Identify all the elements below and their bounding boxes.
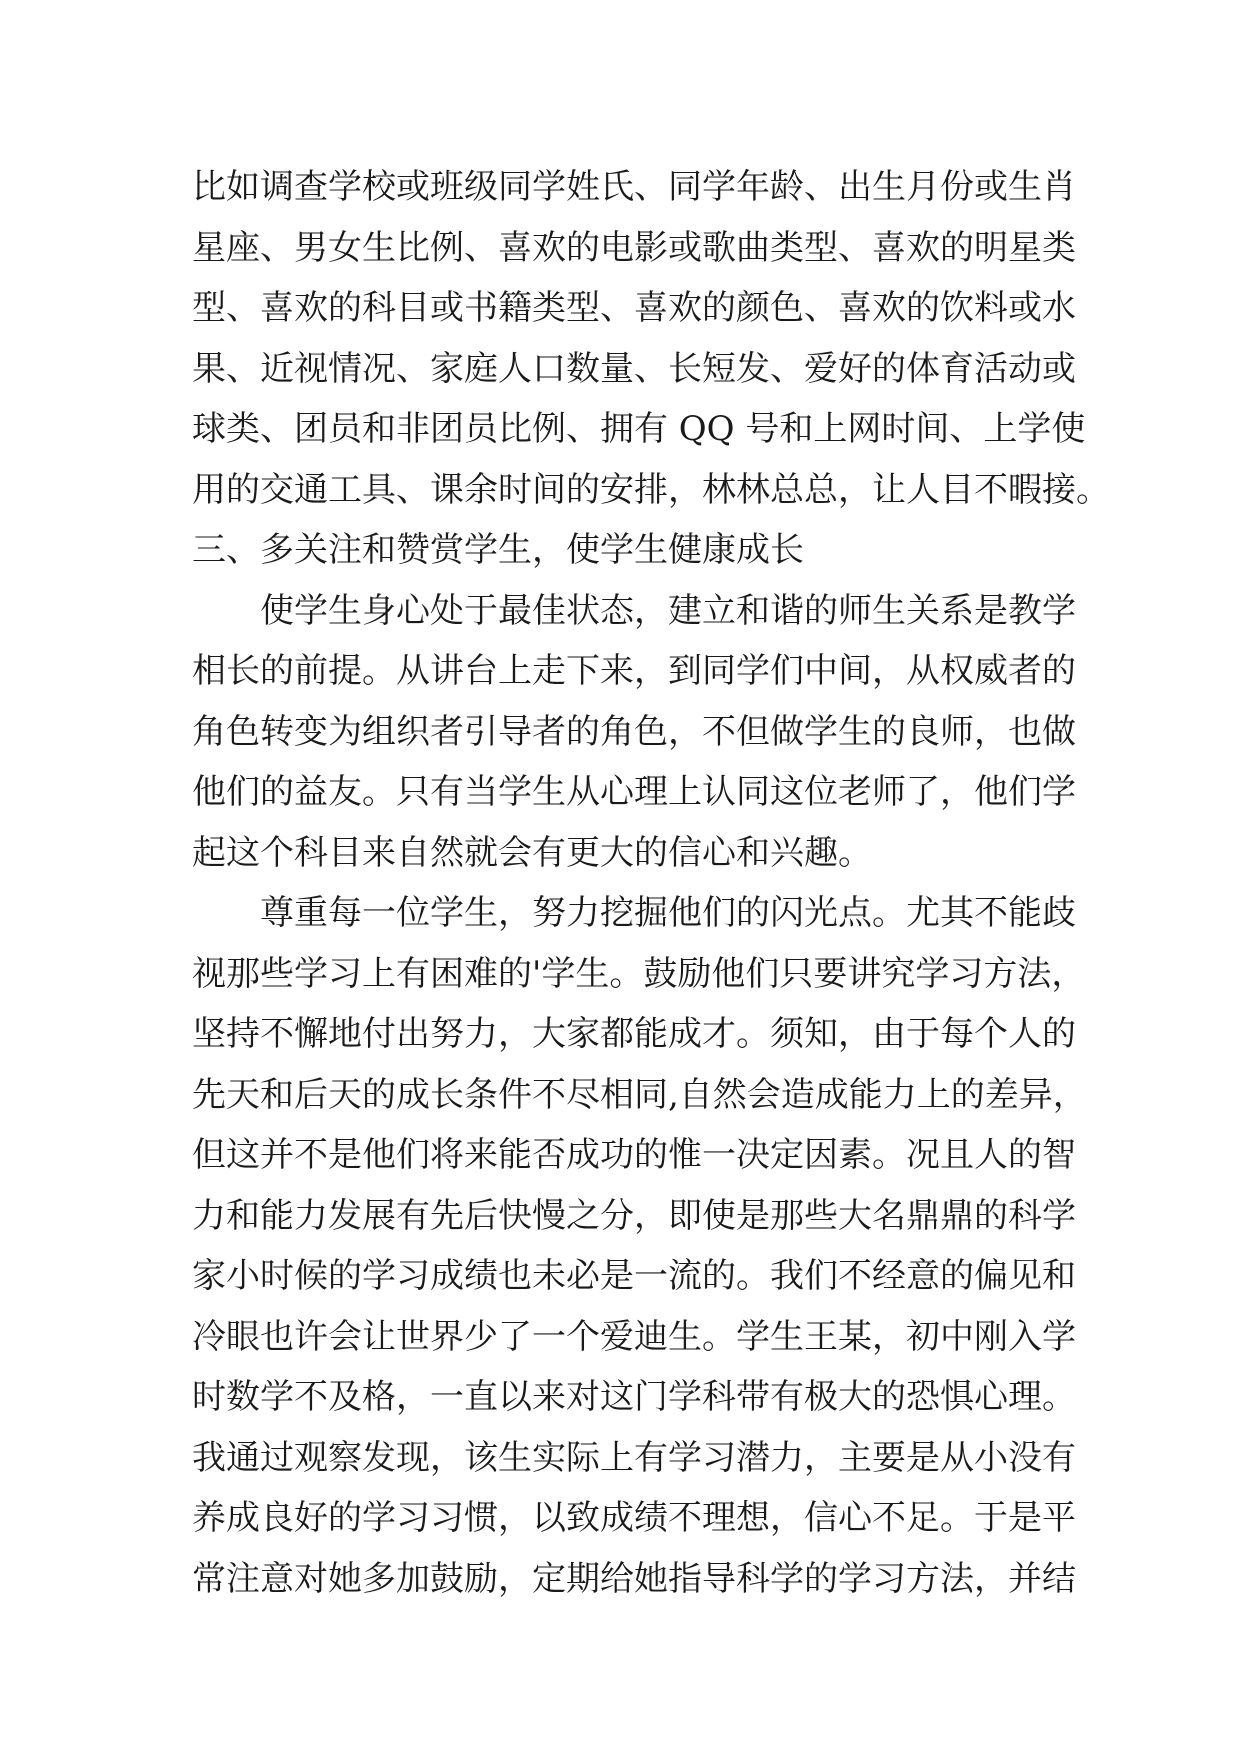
text-line: 我通过观察发现，该生实际上有学习潜力，主要是从小没有 xyxy=(192,1437,1076,1478)
text-line: 比如调查学校或班级同学姓氏、同学年龄、出生月份或生肖 xyxy=(192,167,1076,207)
text-line: 型、喜欢的科目或书籍类型、喜欢的颜色、喜欢的饮料或水 xyxy=(192,288,1076,328)
text-line: 家小时候的学习成绩也未必是一流的。我们不经意的偏见和 xyxy=(192,1256,1076,1296)
text-line: 力和能力发展有先后快慢之分，即使是那些大名鼎鼎的科学 xyxy=(192,1195,1076,1236)
text-line: 球类、团员和非团员比例、拥有 QQ 号和上网时间、上学使 xyxy=(192,409,1086,449)
text-line: 起这个科目来自然就会有更大的信心和兴趣。 xyxy=(192,832,872,873)
text-line: 坚持不懈地付出努力，大家都能成才。须知，由于每个人的 xyxy=(192,1014,1076,1054)
text-line: 先天和后天的成长条件不尽相同,自然会造成能力上的差异， xyxy=(192,1074,1087,1115)
text-line: 用的交通工具、课余时间的安排，林林总总，让人目不暇接。 xyxy=(192,469,1110,510)
text-line: 视那些学习上有困难的'学生。鼓励他们只要讲究学习方法， xyxy=(192,953,1086,994)
text-line: 时数学不及格，一直以来对这门学科带有极大的恐惧心理。 xyxy=(192,1377,1076,1417)
text-line: 果、近视情况、家庭人口数量、长短发、爱好的体育活动或 xyxy=(192,348,1076,389)
text-line: 但这并不是他们将来能否成功的惟一决定因素。况且人的智 xyxy=(192,1135,1076,1175)
text-line: 星座、男女生比例、喜欢的电影或歌曲类型、喜欢的明星类 xyxy=(192,227,1076,268)
text-line: 常注意对她多加鼓励，定期给她指导科学的学习方法，并结 xyxy=(192,1558,1076,1599)
text-line: 他们的益友。只有当学生从心理上认同这位老师了，他们学 xyxy=(192,772,1076,812)
body-text xyxy=(192,157,1110,1609)
paragraph-first-line: 尊重每一位学生，努力挖掘他们的闪光点。尤其不能歧 xyxy=(260,893,1076,933)
paragraph-first-line: 使学生身心处于最佳状态，建立和谐的师生关系是教学 xyxy=(260,590,1076,631)
text-line: 角色转变为组织者引导者的角色，不但做学生的良师，也做 xyxy=(192,711,1076,752)
text-line: 冷眼也许会让世界少了一个爱迪生。学生王某，初中刚入学 xyxy=(192,1316,1076,1357)
text-line: 养成良好的学习习惯，以致成绩不理想，信心不足。于是平 xyxy=(192,1498,1076,1538)
text-line: 相长的前提。从讲台上走下来，到同学们中间，从权威者的 xyxy=(192,651,1076,691)
section-heading: 三、多关注和赞赏学生，使学生健康成长 xyxy=(192,530,804,570)
